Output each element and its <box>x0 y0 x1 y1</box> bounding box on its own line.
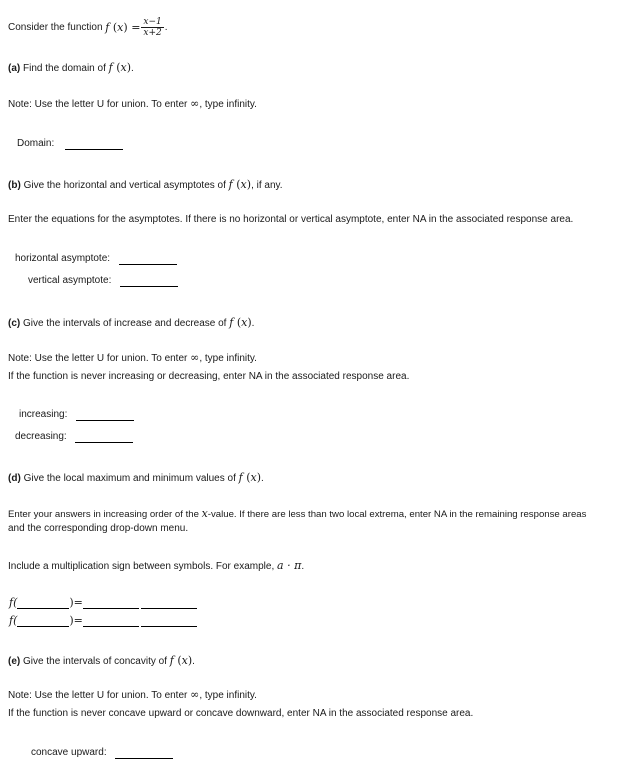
part-a-var: x <box>120 61 127 74</box>
increasing-label: increasing: <box>19 409 68 420</box>
part-d-instructions-line2: and the corresponding drop-down menu. <box>8 523 189 534</box>
part-d-instr-1: Enter your answers in increasing order of the <box>8 509 199 520</box>
multiplication-example: a · π <box>277 559 302 572</box>
part-c-note2: If the function is never increasing or decreasing, enter NA in the associated response area. <box>8 371 410 382</box>
part-b-tail: , if any. <box>251 180 283 191</box>
intro-equals: = <box>131 21 141 34</box>
domain-row <box>17 138 123 150</box>
part-e-note-end: , type infinity. <box>199 690 257 701</box>
increasing-input[interactable] <box>76 409 134 421</box>
part-a-note <box>8 97 257 110</box>
decreasing-label: decreasing: <box>15 431 67 442</box>
part-b-fname: f <box>228 178 233 191</box>
part-a-letter: (a) <box>8 63 21 74</box>
part-d-var: x <box>250 471 257 484</box>
part-b-instructions: Enter the equations for the asymptotes. If there is no horizontal or vertical asymptote, enter NA in the associated response area. <box>8 214 574 225</box>
extremum-2-x-input[interactable] <box>17 615 69 627</box>
part-c-note <box>8 351 257 364</box>
part-d-instructions <box>8 507 586 520</box>
extremum-1-value-input[interactable] <box>83 597 139 609</box>
part-c-period: . <box>251 318 255 329</box>
multiplication-note <box>8 559 304 572</box>
horizontal-asymptote-input[interactable] <box>119 253 177 265</box>
intro-var: x <box>117 21 124 34</box>
part-c-letter: (c) <box>8 318 21 329</box>
vertical-asymptote-label: vertical asymptote: <box>28 275 112 286</box>
part-e-question: (e) Give the intervals of concavity of f (x). <box>8 654 195 667</box>
part-b-var: x <box>240 178 247 191</box>
part-a-period: . <box>131 63 134 74</box>
part-c-note-end: , type infinity. <box>199 353 257 364</box>
intro-period: . <box>164 22 168 33</box>
increasing-row <box>19 409 134 421</box>
vertical-asymptote-input[interactable] <box>120 275 178 287</box>
part-e-period: . <box>192 656 195 667</box>
part-b-question: (b) Give the horizontal and vertical asymptotes of f (x), if any. <box>8 178 283 191</box>
infinity-symbol: ∞ <box>190 97 200 110</box>
intro-line: Consider the function f ( x ) = $\frac{x-1}{x+2}$ . <box>8 17 168 38</box>
part-a-question: (a) Find the domain of f (x). <box>8 61 134 74</box>
extremum-row-2 <box>9 614 197 627</box>
part-a-note-text: Note: Use the letter U for union. To enter <box>8 99 188 110</box>
fraction-denominator: x+2 <box>143 28 162 38</box>
extremum-row-1 <box>9 596 197 609</box>
part-b-letter: (b) <box>8 180 21 191</box>
part-e-note-text: Note: Use the letter U for union. To enter <box>8 690 188 701</box>
domain-label: Domain: <box>17 138 55 149</box>
intro-fname: f <box>105 21 110 34</box>
extremum-2-value-input[interactable] <box>83 615 139 627</box>
infinity-symbol: ∞ <box>190 688 200 701</box>
multiplication-note-text: Include a multiplication sign between symbols. For example, <box>8 561 275 572</box>
part-d-question: (d) Give the local maximum and minimum values of f (x). <box>8 471 264 484</box>
part-c-question: (c) Give the intervals of increase and decrease of f (x). <box>8 316 255 329</box>
horizontal-asymptote-label: horizontal asymptote: <box>15 253 111 264</box>
concave-upward-input[interactable] <box>115 747 173 759</box>
part-e-note <box>8 688 257 701</box>
part-e-letter: (e) <box>8 656 21 667</box>
extremum-1-f: f( <box>9 596 18 609</box>
horizontal-asymptote-row <box>15 253 177 265</box>
function-fraction <box>141 17 163 38</box>
part-d-period: . <box>261 473 264 484</box>
concave-upward-row <box>31 747 173 759</box>
part-c-note-text: Note: Use the letter U for union. To enter <box>8 353 188 364</box>
domain-input[interactable] <box>65 138 123 150</box>
part-e-note2: If the function is never concave upward or concave downward, enter NA in the associated response area. <box>8 708 474 719</box>
part-b-text: Give the horizontal and vertical asymptotes of <box>23 180 226 191</box>
intro-text: Consider the function <box>8 22 103 33</box>
extremum-2-close: )= <box>69 614 83 627</box>
decreasing-input[interactable] <box>75 431 133 443</box>
part-d-text: Give the local maximum and minimum values of <box>23 473 236 484</box>
extremum-2-f: f( <box>9 614 18 627</box>
multiplication-period: . <box>301 561 305 572</box>
part-a-fname: f <box>108 61 113 74</box>
decreasing-row <box>15 431 133 443</box>
extremum-1-x-input[interactable] <box>17 597 69 609</box>
part-e-text: Give the intervals of concavity of <box>23 656 167 667</box>
part-c-fname: f <box>229 316 234 329</box>
part-d-instr-var: x <box>201 507 208 520</box>
extremum-1-close: )= <box>69 596 83 609</box>
part-e-fname: f <box>169 654 174 667</box>
part-a-note-end: , type infinity. <box>199 99 257 110</box>
extremum-2-type-select[interactable] <box>141 615 197 627</box>
concave-upward-label: concave upward: <box>31 747 107 758</box>
part-d-letter: (d) <box>8 473 21 484</box>
part-a-text: Find the domain of <box>23 63 106 74</box>
part-d-instr-2: -value. If there are less than two local extrema, enter NA in the remaining response areas <box>207 509 587 520</box>
part-c-text: Give the intervals of increase and decrease of <box>23 318 227 329</box>
infinity-symbol: ∞ <box>190 351 200 364</box>
fraction-numerator: x−1 <box>143 17 162 27</box>
extremum-1-type-select[interactable] <box>141 597 197 609</box>
part-c-var: x <box>241 316 248 329</box>
vertical-asymptote-row <box>28 275 178 287</box>
part-e-var: x <box>181 654 188 667</box>
part-d-fname: f <box>238 471 243 484</box>
